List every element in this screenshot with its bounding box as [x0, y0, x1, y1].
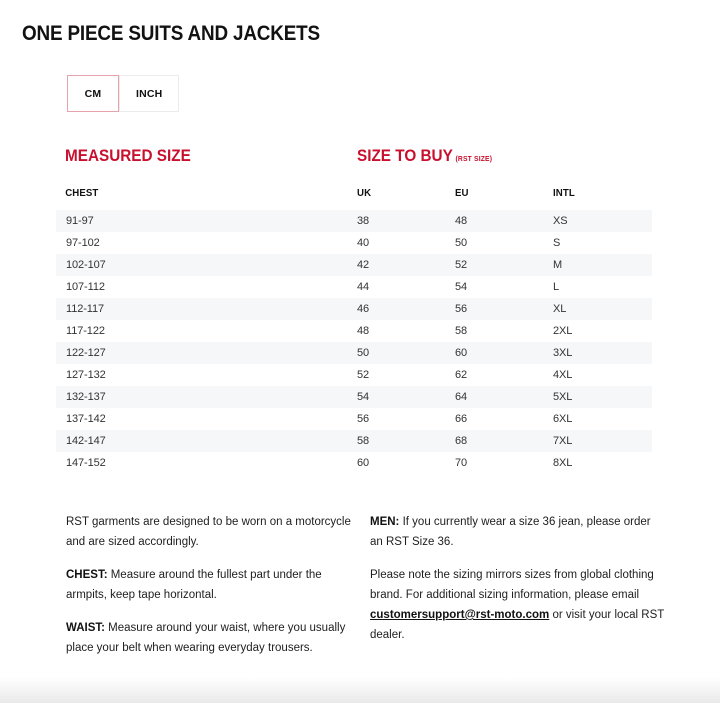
table-body	[56, 210, 652, 474]
cell-intl: L	[553, 281, 560, 293]
size-to-buy-heading	[357, 146, 492, 166]
note-paragraph: Please note the sizing mirrors sizes from global clothing brand. For additional sizing information, please email customersupport@rst-moto.com or visit your local RST dealer.	[370, 569, 665, 641]
cell-eu: 50	[455, 237, 468, 249]
cell-eu: 52	[455, 259, 468, 271]
note-paragraph: WAIST: Measure around your waist, where you usually place your belt when wearing everyday trousers.	[66, 622, 346, 654]
cell-intl: 5XL	[553, 391, 573, 403]
cell-intl: 8XL	[553, 457, 573, 469]
cell-intl: M	[553, 259, 563, 271]
unit-inch-button[interactable]: INCH	[119, 75, 179, 112]
table-row	[56, 408, 652, 430]
cell-chest: 147-152	[66, 457, 106, 469]
cell-intl: 6XL	[553, 413, 573, 425]
cell-chest: 117-122	[66, 325, 105, 337]
cell-eu: 60	[455, 347, 468, 359]
cell-intl: XL	[553, 303, 567, 315]
cell-chest: 112-117	[66, 303, 105, 315]
note-paragraph: RST garments are designed to be worn on a motorcycle and are sized accordingly.	[66, 516, 351, 548]
cell-intl: S	[553, 237, 561, 249]
table-row	[56, 210, 652, 232]
table-row	[56, 254, 652, 276]
cell-eu: 66	[455, 413, 468, 425]
cell-intl: 7XL	[553, 435, 573, 447]
cell-chest: 142-147	[66, 435, 106, 447]
rst-size-note: (RST SIZE)	[455, 154, 493, 163]
cell-uk: 46	[357, 303, 370, 315]
cell-uk: 58	[357, 435, 370, 447]
cell-chest: 132-137	[66, 391, 106, 403]
notes-left-column	[66, 512, 362, 671]
size-guide-page	[0, 22, 720, 703]
table-row	[56, 320, 652, 342]
column-header-eu: EU	[455, 187, 469, 199]
note-lead: CHEST:	[66, 569, 108, 581]
notes-right-column	[370, 512, 666, 671]
cell-chest: 107-112	[66, 281, 105, 293]
cell-intl: 3XL	[553, 347, 573, 359]
column-header-intl: INTL	[553, 187, 575, 199]
section-headings	[56, 148, 652, 166]
table-row	[56, 276, 652, 298]
cell-eu: 64	[455, 391, 468, 403]
cell-chest: 137-142	[66, 413, 106, 425]
table-row	[56, 342, 652, 364]
cell-chest: 91-97	[66, 215, 94, 227]
note-paragraph: CHEST: Measure around the fullest part under the armpits, keep tape horizontal.	[66, 569, 322, 601]
cell-uk: 54	[357, 391, 370, 403]
note-paragraph: MEN: If you currently wear a size 36 jean, please order an RST Size 36.	[370, 516, 651, 548]
page-title: ONE PIECE SUITS AND JACKETS	[22, 22, 320, 45]
cell-eu: 70	[455, 457, 468, 469]
table-row	[56, 386, 652, 408]
note-lead: WAIST:	[66, 622, 105, 634]
cell-intl: 4XL	[553, 369, 573, 381]
table-row	[56, 364, 652, 386]
size-to-buy-label: SIZE TO BUY	[357, 146, 453, 165]
unit-toggle	[67, 75, 720, 112]
cell-eu: 58	[455, 325, 468, 337]
table-row	[56, 452, 652, 474]
table-row	[56, 298, 652, 320]
unit-cm-button[interactable]: CM	[67, 75, 119, 112]
cell-chest: 127-132	[66, 369, 106, 381]
note-lead: MEN:	[370, 516, 400, 528]
cell-uk: 44	[357, 281, 370, 293]
cell-eu: 62	[455, 369, 468, 381]
cell-eu: 54	[455, 281, 468, 293]
cell-eu: 56	[455, 303, 468, 315]
cell-uk: 52	[357, 369, 370, 381]
cell-chest: 122-127	[66, 347, 106, 359]
cell-uk: 42	[357, 259, 370, 271]
cell-eu: 68	[455, 435, 468, 447]
sizing-notes	[66, 512, 720, 671]
cell-uk: 48	[357, 325, 370, 337]
column-header-uk: UK	[357, 187, 372, 199]
cell-uk: 50	[357, 347, 370, 359]
measured-size-heading: MEASURED SIZE	[65, 146, 191, 165]
cell-uk: 40	[357, 237, 370, 249]
cell-uk: 60	[357, 457, 370, 469]
size-table	[56, 148, 652, 474]
cell-uk: 38	[357, 215, 370, 227]
cell-intl: 2XL	[553, 325, 573, 337]
column-header-chest: CHEST	[65, 187, 99, 199]
support-email-link[interactable]: customersupport@rst-moto.com	[370, 609, 550, 621]
cell-eu: 48	[455, 215, 468, 227]
cell-chest: 97-102	[66, 237, 100, 249]
cell-uk: 56	[357, 413, 370, 425]
table-row	[56, 430, 652, 452]
table-header-row	[56, 187, 652, 199]
cell-chest: 102-107	[66, 259, 106, 271]
table-row	[56, 232, 652, 254]
cell-intl: XS	[553, 215, 568, 227]
